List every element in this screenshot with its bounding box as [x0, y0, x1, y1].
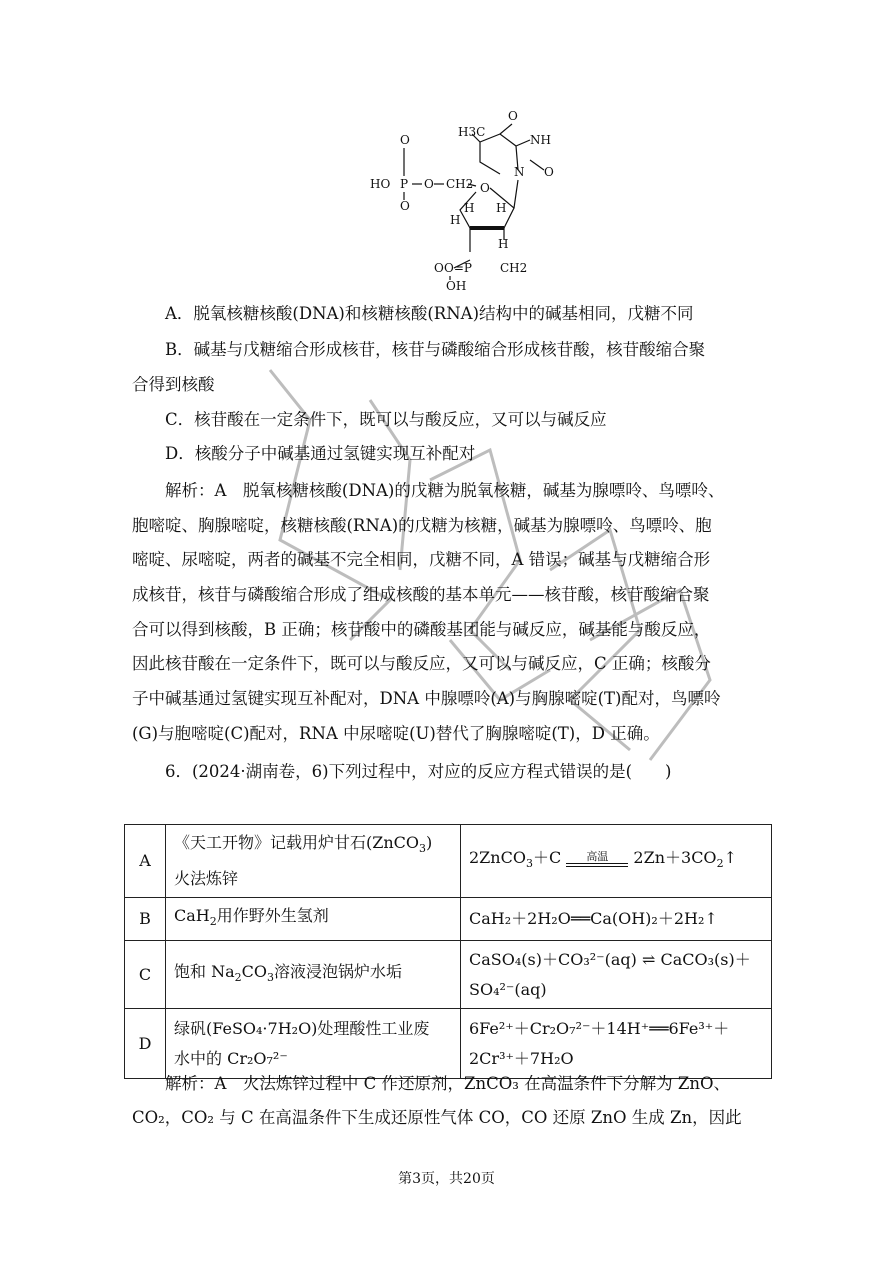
fig-label: H — [496, 201, 507, 215]
question-6: 6．(2024·湖南卷，6)下列过程中，对应的反应方程式错误的是( ) — [165, 762, 672, 781]
fig-label: HO — [370, 177, 391, 191]
fig-label: O — [434, 261, 444, 275]
analysis-line: 胞嘧啶、胸腺嘧啶，核糖核酸(RNA)的戊糖为核糖，碱基为腺嘌呤、鸟嘌呤、胞 — [132, 516, 712, 535]
page-footer: 第3页，共20页 — [398, 1171, 495, 1187]
analysis-line: 成核苷，核苷与磷酸缩合形成了组成核酸的基本单元——核苷酸，核苷酸缩合聚 — [132, 585, 710, 604]
fig-label: O — [400, 199, 410, 213]
fig-label: O — [400, 133, 410, 147]
option-c: C．核苷酸在一定条件下，既可以与酸反应，又可以与碱反应 — [165, 410, 607, 429]
fig-label: O — [508, 109, 518, 123]
row-label: D — [125, 1009, 166, 1079]
row-equation: CaH₂＋2H₂O══Ca(OH)₂＋2H₂↑ — [461, 898, 772, 941]
row-description: CaH$_2$用作野外生氢剂 — [166, 898, 461, 941]
analysis-line: 合可以得到核酸，B 正确；核苷酸中的磷酸基团能与碱反应，碱基能与酸反应， — [132, 620, 711, 639]
fig-label: O — [544, 165, 554, 179]
option-b-line2: 合得到核酸 — [132, 375, 215, 394]
table-row — [125, 1009, 772, 1079]
row-label: C — [125, 941, 166, 1009]
fig-label: H3C — [458, 125, 486, 139]
nucleotide-structure-figure — [340, 100, 580, 296]
analysis-line: 嘧啶、尿嘧啶，两者的碱基不完全相同，戊糖不同，A 错误；碱基与戊糖缩合形 — [132, 550, 711, 569]
row-label: A — [125, 825, 166, 898]
analysis-line: (G)与胞嘧啶(C)配对，RNA 中尿嘧啶(U)替代了胸腺嘧啶(T)，D 正确。 — [132, 724, 660, 743]
row-equation: 2ZnCO$_3$＋C 高温 $2Zn+3CO_2↑$ — [461, 825, 772, 898]
fig-label: H — [498, 237, 509, 251]
table-row — [125, 825, 772, 898]
fig-label: CH2 — [446, 177, 474, 191]
fig-label: H — [464, 201, 475, 215]
fig-label: N — [514, 165, 525, 179]
analysis-line: 因此核苷酸在一定条件下，既可以与酸反应，又可以与碱反应，C 正确；核酸分 — [132, 654, 711, 673]
analysis-line: 解析：A 脱氧核糖核酸(DNA)的戊糖为脱氧核糖，碱基为腺嘌呤、鸟嘌呤、 — [165, 481, 725, 500]
fig-label: H — [450, 213, 461, 227]
table-row — [125, 898, 772, 941]
row-equation: CaSO₄(s)＋CO₃²⁻(aq) ⇌ CaCO₃(s)＋ SO₄²⁻(aq) — [461, 941, 772, 1009]
fig-label: OH — [446, 279, 467, 293]
analysis-line: 子中碱基通过氢键实现互补配对，DNA 中腺嘌呤(A)与胸腺嘧啶(T)配对，鸟嘌呤 — [132, 689, 721, 708]
option-b-line1: B．碱基与戊糖缩合形成核苷，核苷与磷酸缩合形成核苷酸，核苷酸缩合聚 — [165, 340, 706, 359]
fig-label: O — [424, 177, 434, 191]
row-equation: 6Fe²⁺＋Cr₂O₇²⁻＋14H⁺══6Fe³⁺＋ 2Cr³⁺＋7H₂O — [461, 1009, 772, 1079]
fig-label: O — [480, 181, 490, 195]
option-a: A．脱氧核糖核酸(DNA)和核糖核酸(RNA)结构中的碱基相同，戊糖不同 — [165, 304, 694, 323]
row-description: 饱和 $Na_2CO_3$溶液浸泡锅炉水垢 — [166, 941, 461, 1009]
analysis2-line1: 解析：A 火法炼锌过程中 C 作还原剂，ZnCO₃ 在高温条件下分解为 ZnO、 — [165, 1074, 730, 1093]
table-row — [125, 941, 772, 1009]
fig-label: O=P — [444, 261, 472, 275]
option-d: D．核酸分子中碱基通过氢键实现互补配对 — [165, 444, 476, 463]
row-description: 《天工开物》记载用炉甘石(ZnCO$_3$) 火法炼锌 — [166, 825, 461, 898]
fig-label: CH2 — [500, 261, 528, 275]
analysis2-line2: CO₂，CO₂ 与 C 在高温条件下生成还原性气体 CO，CO 还原 ZnO 生成 Zn，因此 — [132, 1108, 742, 1127]
reaction-table — [124, 824, 772, 1079]
fig-label: NH — [530, 133, 551, 147]
fig-label: P — [400, 177, 409, 191]
row-label: B — [125, 898, 166, 941]
row-description: 绿矾(FeSO₄·7H₂O)处理酸性工业废 水中的 Cr₂O₇²⁻ — [166, 1009, 461, 1079]
